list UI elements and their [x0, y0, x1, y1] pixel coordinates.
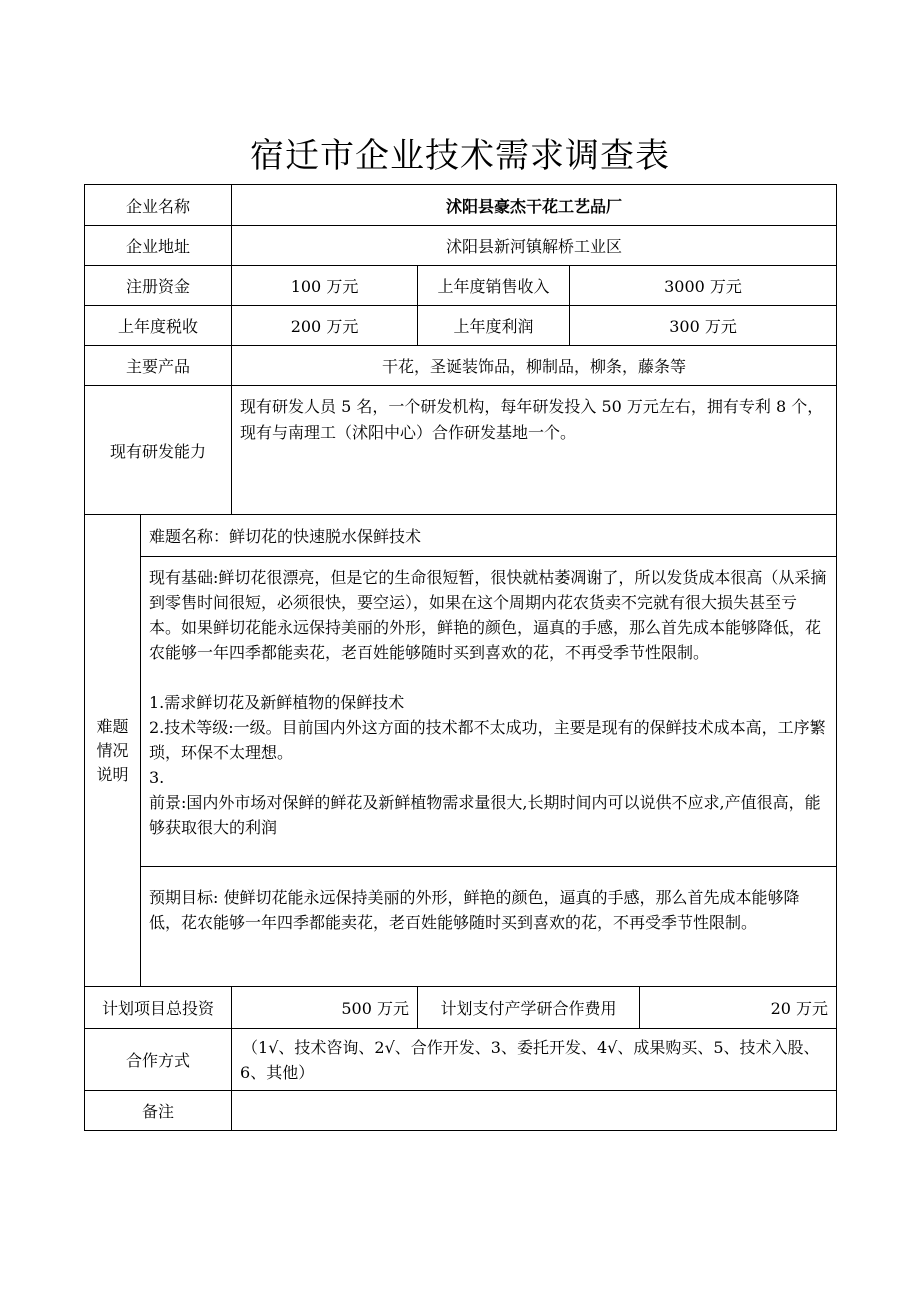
sales-value: 3000 万元 [570, 266, 837, 306]
row-problem-detail [85, 557, 837, 867]
row-remarks [85, 1091, 837, 1131]
remarks-label: 备注 [85, 1091, 232, 1131]
profit-label: 上年度利润 [418, 306, 570, 346]
problem-item-2: 2.技术等级:一级。目前国内外这方面的技术都不太成功，主要是现有的保鲜技术成本高，工序繁琐，环保不太理想。 [149, 718, 826, 762]
page-title: 宿迁市企业技术需求调查表 [250, 136, 670, 176]
rd-value: 现有研发人员 5 名，一个研发机构，每年研发投入 50 万元左右，拥有专利 8 个，现有与南理工（沭阳中心）合作研发基地一个。 [232, 386, 837, 515]
company-name-value: 沭阳县豪杰干花工艺品厂 [232, 185, 837, 226]
tax-value: 200 万元 [232, 306, 418, 346]
row-tax-profit [85, 306, 837, 346]
problem-label-line-2: 情况 [96, 740, 129, 760]
coop-fee-value: 20 万元 [640, 987, 837, 1029]
problem-item-3: 3. [149, 768, 165, 787]
row-products [85, 346, 837, 386]
problem-label-line-1: 难题 [96, 716, 129, 736]
problem-section-label [85, 515, 141, 987]
company-address-label: 企业地址 [85, 226, 232, 266]
problem-basis: 现有基础:鲜切花很漂亮，但是它的生命很短暂，很快就枯萎凋谢了，所以发货成本很高（从采摘到零售时间很短，必须很快，要空运），如果在这个周期内花农货卖不完就有很大损失甚至亏本。如果鲜切花能永远保持美丽的外形，鲜艳的颜色，逼真的手感，那么首先成本能够降低，花农能够一年四季都能卖花，老百姓能够随时买到喜欢的花，不再受季节性限制。 [149, 568, 827, 662]
company-address-value: 沭阳县新河镇解桥工业区 [232, 226, 837, 266]
company-name-label: 企业名称 [85, 185, 232, 226]
total-investment-label: 计划项目总投资 [85, 987, 232, 1029]
rd-label: 现有研发能力 [85, 386, 232, 515]
row-problem-goal [85, 867, 837, 987]
profit-value: 300 万元 [570, 306, 837, 346]
capital-value: 100 万元 [232, 266, 418, 306]
products-value: 干花，圣诞装饰品，柳制品，柳条，藤条等 [232, 346, 837, 386]
row-rd [85, 386, 837, 515]
problem-item-1: 1.需求鲜切花及新鲜植物的保鲜技术 [149, 693, 405, 712]
coop-fee-label: 计划支付产学研合作费用 [418, 987, 640, 1029]
problem-label-line-3: 说明 [96, 764, 129, 784]
row-cooperation [85, 1029, 837, 1091]
survey-table [84, 184, 837, 1131]
problem-name: 难题名称：鲜切花的快速脱水保鲜技术 [141, 515, 837, 557]
row-capital-sales [85, 266, 837, 306]
sales-label: 上年度销售收入 [418, 266, 570, 306]
row-investment [85, 987, 837, 1029]
row-company-name [85, 185, 837, 226]
row-company-address [85, 226, 837, 266]
row-problem-name [85, 515, 837, 557]
problem-detail-cell [141, 557, 837, 867]
remarks-value [232, 1091, 837, 1131]
problem-prospect: 前景:国内外市场对保鲜的鲜花及新鲜植物需求量很大,长期时间内可以说供不应求,产值很高，能够获取很大的利润 [149, 793, 821, 837]
products-label: 主要产品 [85, 346, 232, 386]
problem-goal: 预期目标: 使鲜切花能永远保持美丽的外形，鲜艳的颜色，逼真的手感，那么首先成本能够降低，花农能够一年四季都能卖花，老百姓能够随时买到喜欢的花，不再受季节性限制。 [141, 867, 837, 987]
tax-label: 上年度税收 [85, 306, 232, 346]
capital-label: 注册资金 [85, 266, 232, 306]
cooperation-value: （1√、技术咨询、2√、合作开发、3、委托开发、4√、成果购买、5、技术入股、6、其他） [232, 1029, 837, 1091]
total-investment-value: 500 万元 [232, 987, 418, 1029]
cooperation-label: 合作方式 [85, 1029, 232, 1091]
